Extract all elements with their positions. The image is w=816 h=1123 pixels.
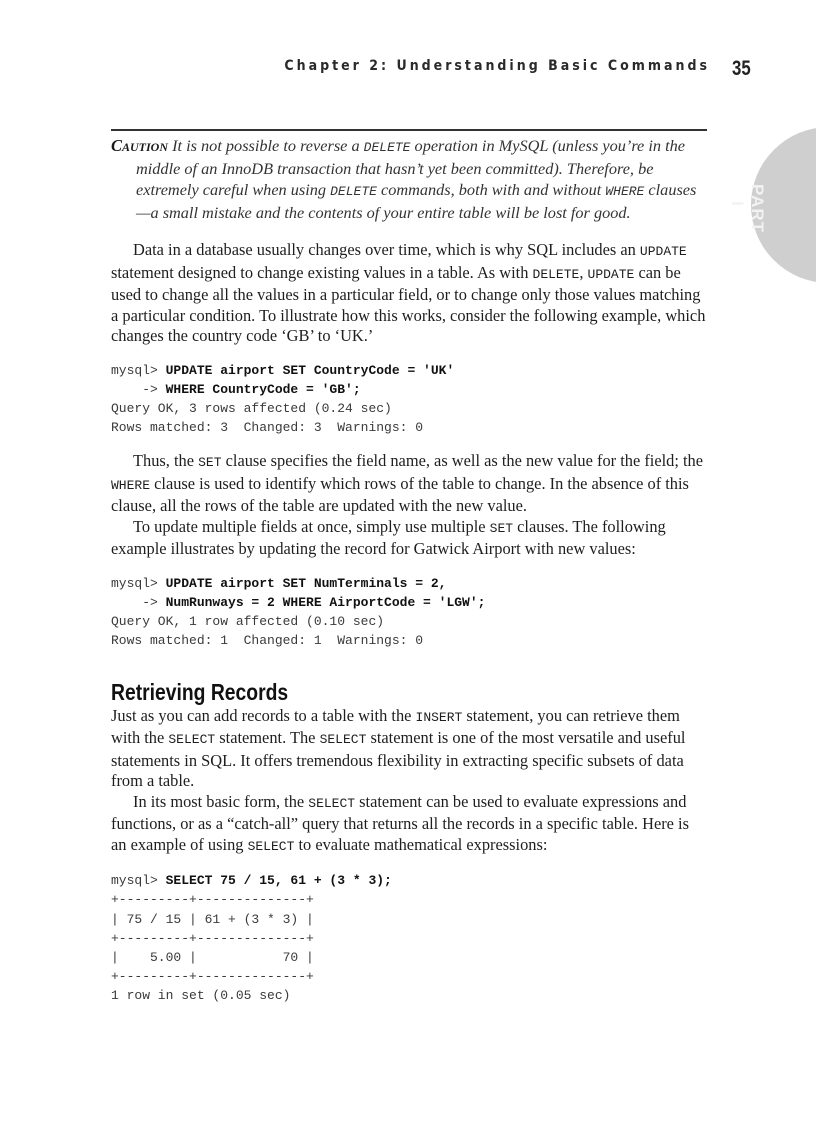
caution-label: Caution	[111, 136, 169, 155]
paragraph-select-basic: In its most basic form, the SELECT statement can be used to evaluate expressions and functions, or as a “catch-all” query that returns all the records in a specific table. Here is an example of using SELECT to evaluate mathematical expressions:	[111, 791, 689, 854]
paragraph-select-intro: Just as you can add records to a table with the INSERT statement, you can retrieve them with the SELECT statement. The SELECT statement is one of the most versatile and useful statements in SQL. It offers tremendous flexibility in extracting specific subsets of data from a table.	[111, 705, 686, 791]
running-head: Chapter 2: Understanding Basic Commands	[284, 58, 710, 74]
section-heading-retrieving-records: Retrieving Records	[111, 678, 289, 705]
page-content	[111, 129, 707, 1006]
code-block-update-gatwick: mysql> UPDATE airport SET NumTerminals = 2, -> NumRunways = 2 WHERE AirportCode = 'LGW'; Query OK, 1 row affected (0.10 sec) Rows matched: 1 Changed: 1 Warnings: 0	[111, 575, 486, 649]
caution-text: Caution It is not possible to reverse a DELETE operation in MySQL (unless you’re in the middle of an InnoDB transaction that hasn’t yet been committed). Therefore, be extremely careful when using DELETE commands, both with and without WHERE clauses—a small mistake and the contents of your entire table will be lost for good.	[111, 136, 697, 222]
paragraph-set-where: Thus, the SET clause specifies the field name, as well as the new value for the field; the WHERE clause is used to identify which rows of the table to change. In the absence of this clause, all the rows of the table are updated with the new value.	[111, 451, 704, 516]
code-block-update-country: mysql> UPDATE airport SET CountryCode = 'UK' -> WHERE CountryCode = 'GB'; Query OK, 3 rows affected (0.24 sec) Rows matched: 3 Changed: 3 Warnings: 0	[111, 362, 455, 436]
paragraph-update-intro: Data in a database usually changes over time, which is why SQL includes an UPDATE statement designed to change existing values in a table. As with DELETE, UPDATE can be used to change all the values in a particular field, or to change only those values matching a particular condition. To illustrate how this works, consider the following example, which changes the country code ‘GB’ to ‘UK.’	[111, 240, 706, 345]
code-block-select-math: mysql> SELECT 75 / 15, 61 + (3 * 3); +---------+--------------+ | 75 / 15 | 61 + (3 * 3) | +---------+--------------+ | 5.00 | 70 | +---------+--------------+ 1 row in set (0.05 sec)	[111, 873, 392, 1004]
caution-note	[111, 129, 707, 223]
paragraph-multiple-fields: To update multiple fields at once, simply use multiple SET clauses. The following example illustrates by updating the record for Gatwick Airport with new values:	[111, 516, 666, 559]
page-number: 35	[732, 57, 751, 80]
part-tab-label: PART I	[728, 184, 767, 234]
